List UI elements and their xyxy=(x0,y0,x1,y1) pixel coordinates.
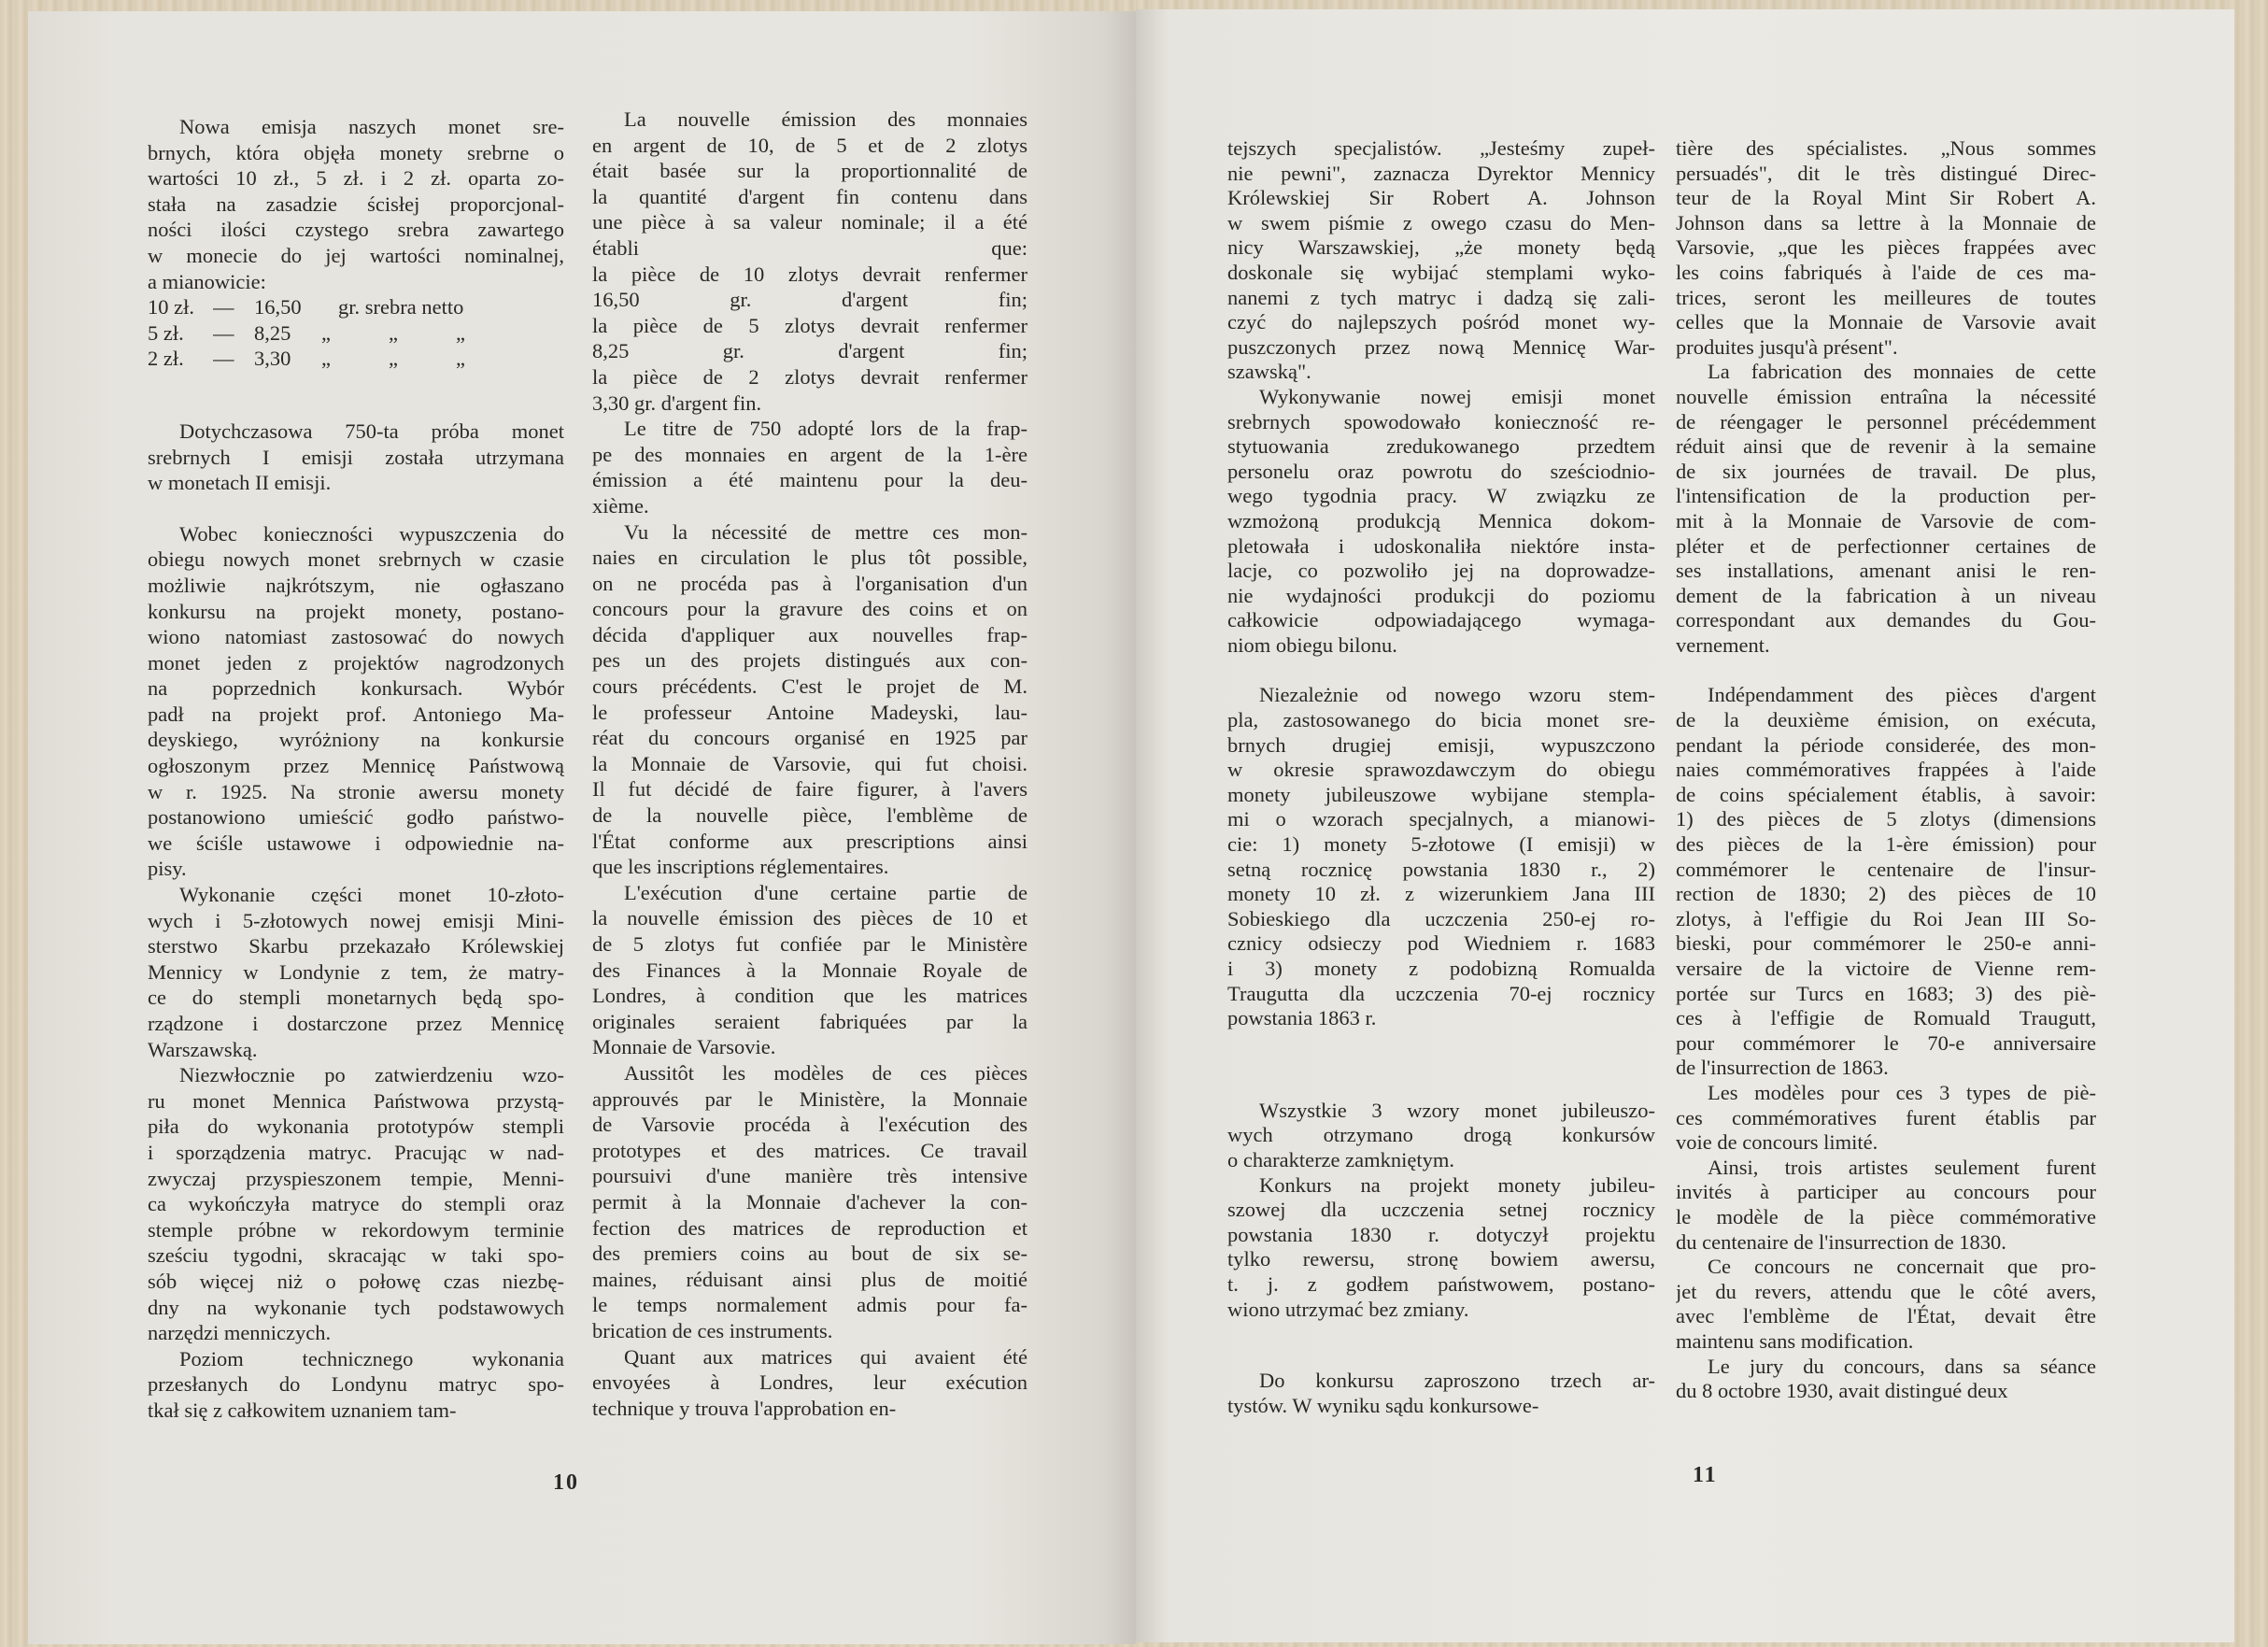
text-line: originales seraient fabriquées par la xyxy=(592,1009,1028,1033)
text-line: réat du concours organisé en 1925 par xyxy=(592,726,1028,750)
text-line: we ściśle ustawowe i odpowiednie na- xyxy=(148,831,564,855)
text-line: zlotys, à l'effigie du Roi Jean III So- xyxy=(1676,906,2096,930)
table-cell: „ xyxy=(321,320,331,345)
text-line: Sobieskiego dla uczczenia 250-ej ro- xyxy=(1227,906,1655,930)
paragraph xyxy=(1676,683,2096,1081)
text-line: Niezwłocznie po zatwierdzeniu wzo- xyxy=(179,1063,564,1087)
paragraph xyxy=(1676,1156,2096,1255)
text-line: Le titre de 750 adopté lors de la frap- xyxy=(624,417,1028,441)
paragraph xyxy=(1227,683,1655,1030)
text-line: tystów. W wyniku sądu konkursowe- xyxy=(1227,1393,1539,1417)
text-line: w monecie do jej wartości nominalnej, xyxy=(148,243,564,267)
text-line: produites jusqu'à présent". xyxy=(1676,334,1898,359)
text-line: l'intensification de la production per- xyxy=(1676,484,2096,508)
text-line: en argent de 10, de 5 et de 2 zlotys xyxy=(592,133,1028,157)
text-line: Les modèles pour ces 3 types de piè- xyxy=(1708,1080,2096,1104)
text-line: teur de la Royal Mint Sir Robert A. xyxy=(1676,186,2096,210)
paragraph xyxy=(148,882,564,1062)
text-line: Monnaie de Varsovie. xyxy=(592,1035,776,1059)
text-line: maines, réduisant ainsi plus de moitié xyxy=(592,1267,1028,1291)
text-line: brication de ces instruments. xyxy=(592,1318,833,1342)
text-line: de réengager le personnel précédemment xyxy=(1676,409,2096,433)
text-line: persuadés", dit le très distingué Direc- xyxy=(1676,161,2096,185)
text-line: doskonale się wybijać stemplami wyko- xyxy=(1227,260,1655,284)
table-row xyxy=(148,346,564,372)
table-row xyxy=(148,320,564,347)
text-line: ces à l'effigie de Romuald Traugutt, xyxy=(1676,1006,2096,1030)
text-line: Johnson dans sa lettre à la Monnaie de xyxy=(1676,210,2096,234)
text-line: wartości 10 zł., 5 zł. i 2 zł. oparta zo- xyxy=(148,166,564,191)
text-line: przesłanych do Londynu matryc spo- xyxy=(148,1372,564,1397)
text-line: des Finances à la Monnaie Royale de xyxy=(592,958,1028,982)
text-line: stemple próbne w rekordowym terminie xyxy=(148,1217,564,1242)
text-line: narzędzi menniczych. xyxy=(148,1321,332,1345)
text-line: wiono utrzymać bez zmiany. xyxy=(1227,1297,1469,1321)
text-line: le modèle de la pièce commémorative xyxy=(1676,1204,2096,1228)
text-line: sześciu tygodni, skracając w taki spo- xyxy=(148,1243,564,1268)
table-cell: 10 zł. xyxy=(148,295,194,319)
text-line: poursuivi d'une manière très intensive xyxy=(592,1164,1028,1188)
text-line: dny na wykonanie tych podstawowych xyxy=(148,1295,564,1319)
text-line: Warszawską. xyxy=(148,1037,258,1061)
text-line: L'exécution d'une certaine partie de xyxy=(624,880,1028,904)
text-line: cznicy odsieczy pod Wiedniem r. 1683 xyxy=(1227,931,1655,956)
text-line: i sporządzenia matryc. Pracując w nad- xyxy=(148,1140,564,1164)
text-line: du centenaire de l'insurrection de 1830. xyxy=(1676,1229,2006,1254)
text-line: lacje, co pozwoliło jej na doprowadze- xyxy=(1227,559,1655,583)
text-line: nicy Warszawskiej, „że monety będą xyxy=(1227,235,1655,260)
text-line: Mennicy w Londynie z tem, że matry- xyxy=(148,959,564,984)
table-cell: 2 zł. xyxy=(148,347,184,371)
text-line: la pièce de 5 zlotys devrait renfermer xyxy=(592,313,1028,337)
text-line: décida d'appliquer aux nouvelles frap- xyxy=(592,622,1028,646)
text-line: de la deuxième émision, on exécuta, xyxy=(1676,708,2096,732)
text-line: on ne procéda pas à l'organisation d'un xyxy=(592,571,1028,595)
right-page-french-column xyxy=(1676,136,2096,1404)
text-line: de la nouvelle pièce, l'emblème de xyxy=(592,803,1028,828)
text-line: de six journées de travail. De plus, xyxy=(1676,459,2096,483)
text-line: 1) des pièces de 5 zlotys (dimensions xyxy=(1676,807,2096,831)
text-line: o charakterze zamkniętym. xyxy=(1227,1147,1454,1171)
text-line: approuvés par le Ministère, la Monnaie xyxy=(592,1086,1028,1111)
text-line: Wobec konieczności wypuszczenia do xyxy=(179,521,564,546)
paragraph xyxy=(1676,1255,2096,1354)
text-line: nie pewni", zaznacza Dyrektor Mennicy xyxy=(1227,161,1655,185)
text-line: bieski, pour commémorer le 250-e anni- xyxy=(1676,931,2096,956)
text-line: pendant la période considerée, des mon- xyxy=(1676,732,2096,757)
paragraph xyxy=(1676,136,2096,360)
text-line: konkursu na projekt monety, postano- xyxy=(148,599,564,623)
text-line: la quantité d'argent fin contenu dans xyxy=(592,184,1028,208)
text-line: Niezależnie od nowego wzoru stem- xyxy=(1259,683,1655,707)
text-line: deyskiego, wyróżniony na konkursie xyxy=(148,728,564,752)
text-line: 3,30 gr. d'argent fin. xyxy=(592,390,762,415)
text-line: Varsovie, „que les pièces frappées avec xyxy=(1676,235,2096,260)
text-line: tkał się z całkowitem uznaniem tam- xyxy=(148,1398,457,1422)
text-line: sób więcej niż o połowę czas niezbę- xyxy=(148,1269,564,1293)
text-line: naies en circulation le plus tôt possible, xyxy=(592,546,1028,570)
text-line: setną rocznicę powstania 1830 r., 2) xyxy=(1227,857,1655,881)
text-line: Londres, à condition que les matrices xyxy=(592,984,1028,1008)
text-line: le temps normalement admis pour fa- xyxy=(592,1293,1028,1317)
paragraph xyxy=(148,419,564,496)
paragraph xyxy=(148,521,564,882)
text-line: tejszych specjalistów. „Jesteśmy zupeł- xyxy=(1227,136,1655,160)
silver-content-table xyxy=(148,294,564,372)
text-line: stytuowania zredukowanego przedtem xyxy=(1227,434,1655,459)
text-line: a mianowicie: xyxy=(148,269,266,293)
text-line: de Varsovie procéda à l'exécution des xyxy=(592,1113,1028,1137)
text-line: pe des monnaies en argent de la 1-ère xyxy=(592,442,1028,466)
text-line: Quant aux matrices qui avaient été xyxy=(624,1344,1028,1369)
text-line: ogłoszonym przez Mennicę Państwową xyxy=(148,754,564,778)
paragraph xyxy=(1227,1369,1655,1418)
text-line: le professeur Antoine Madeyski, lau- xyxy=(592,700,1028,724)
text-line: 16,50 gr. d'argent fin; xyxy=(592,288,1028,312)
text-line: envoyées à Londres, leur exécution xyxy=(592,1370,1028,1395)
text-line: Nowa emisja naszych monet sre- xyxy=(179,115,564,138)
text-line: pletowała i udoskonaliła niektóre insta- xyxy=(1227,533,1655,558)
text-line: w swem piśmie z owego czasu do Men- xyxy=(1227,210,1655,234)
table-cell: 16,50 xyxy=(254,295,302,319)
text-line: padł na projekt prof. Antoniego Ma- xyxy=(148,702,564,726)
text-line: établi que: xyxy=(592,235,1028,260)
text-line: du 8 octobre 1930, avait distingué deux xyxy=(1676,1379,2008,1403)
text-line: invités à participer au concours pour xyxy=(1676,1180,2096,1204)
text-line: w monetach II emisji. xyxy=(148,471,332,495)
text-line: des premiers coins au bout de six se- xyxy=(592,1242,1028,1266)
text-line: pla, zastosowanego do bicia monet sre- xyxy=(1227,708,1655,732)
text-line: wego tygodnia pracy. W związku ze xyxy=(1227,484,1655,508)
paragraph xyxy=(592,1060,1028,1344)
text-line: naies commémoratives frappées à l'aide xyxy=(1676,758,2096,782)
paragraph xyxy=(1676,1355,2096,1404)
text-line: jet du revers, attendu que le côté avers, xyxy=(1676,1279,2096,1303)
paragraph xyxy=(148,1346,564,1424)
text-line: La nouvelle émission des monnaies xyxy=(624,107,1028,131)
text-line: monet jeden z projektów nagrodzonych xyxy=(148,650,564,674)
text-line: des pièces de la 1-ère émission) pour xyxy=(1676,832,2096,857)
text-line: puszczonych przez nową Mennicę War- xyxy=(1227,334,1655,359)
text-line: celles que la Monnaie de Varsovie avait xyxy=(1676,310,2096,334)
right-page-polish-column xyxy=(1227,136,1655,1418)
text-line: vernement. xyxy=(1676,632,1770,657)
text-line: versaire de la victoire de Vienne rem- xyxy=(1676,957,2096,980)
text-line: srebrnych I emisji została utrzymana xyxy=(148,445,564,469)
text-line: całkowicie odpowiadającego wymaga- xyxy=(1227,608,1655,632)
text-line: Ce concours ne concernait que pro- xyxy=(1708,1255,2096,1279)
text-line: xième. xyxy=(592,493,649,518)
text-line: Wykonywanie nowej emisji monet xyxy=(1259,384,1655,408)
text-line: pisy. xyxy=(148,857,187,881)
text-line: ce do stempli monetarnych będą spo- xyxy=(148,986,564,1010)
text-line: wych otrzymano drogą konkursów xyxy=(1227,1123,1655,1147)
text-line: pléter et de perfectionner certaines de xyxy=(1676,533,2096,558)
text-line: l'État conforme aux prescriptions ainsi xyxy=(592,829,1028,853)
text-line: la Monnaie de Varsovie, qui fut choisi. xyxy=(592,751,1028,775)
text-line: w okresie sprawozdawczym do obiegu xyxy=(1227,758,1655,782)
text-line: wzmożoną produkcją Mennica dokom- xyxy=(1227,508,1655,532)
paragraph xyxy=(1227,1099,1655,1173)
text-line: nie wydajności produkcji do poziomu xyxy=(1227,583,1655,607)
text-line: Il fut décidé de faire figurer, à l'avers xyxy=(592,777,1028,802)
text-line: stała na zasadzie ścisłej proporcjonal- xyxy=(148,192,564,216)
table-cell: — xyxy=(213,320,234,345)
text-line: rządzone i dostarczone przez Mennicę xyxy=(148,1012,564,1035)
text-line: szowej dla uczczenia setnej rocznicy xyxy=(1227,1198,1655,1222)
paragraph xyxy=(1227,1173,1655,1323)
left-page-french-column xyxy=(592,106,1028,1421)
text-line: mi o wzorach specjalnych, a mianowi- xyxy=(1227,807,1655,831)
paragraph xyxy=(592,519,1028,880)
text-line: fection des matrices de reproduction et xyxy=(592,1215,1028,1240)
text-line: Poziom technicznego wykonania xyxy=(179,1346,564,1370)
text-line: powstania 1863 r. xyxy=(1227,1006,1377,1030)
text-line: voie de concours limité. xyxy=(1676,1130,1878,1155)
text-line: na poprzednich konkursach. Wybór xyxy=(148,676,564,701)
text-line: tylko rewersu, stronę bowiem awersu, xyxy=(1227,1247,1655,1271)
left-page-polish-column xyxy=(148,114,564,1424)
text-line: avec l'emblème de l'État, devait être xyxy=(1676,1304,2096,1328)
table-cell: 8,25 xyxy=(254,320,291,345)
paragraph xyxy=(1227,136,1655,385)
page-number-right: 11 xyxy=(1693,1463,1718,1487)
text-line: mit à la Monnaie de Varsovie de com- xyxy=(1676,508,2096,532)
text-line: powstania 1830 r. dotyczył projektu xyxy=(1227,1222,1655,1246)
text-line: czyć do najlepszych pośród monet wy- xyxy=(1227,310,1655,334)
text-line: Indépendamment des pièces d'argent xyxy=(1708,683,2096,707)
text-line: commémorer le centenaire de l'insur- xyxy=(1676,857,2096,881)
text-line: ności ilości czystego srebra zawartego xyxy=(148,218,564,242)
text-line: prototypes et des matrices. Ce travail xyxy=(592,1138,1028,1162)
table-cell: — xyxy=(213,347,234,371)
text-line: personelu oraz powrotu do sześciodnio- xyxy=(1227,459,1655,483)
text-line: Vu la nécessité de mettre ces mon- xyxy=(624,519,1028,544)
text-line: tière des spécialistes. „Nous sommes xyxy=(1676,136,2096,160)
text-line: technique y trouva l'approbation en- xyxy=(592,1396,897,1420)
text-line: permit à la Monnaie d'achever la con- xyxy=(592,1189,1028,1214)
text-line: ces commémoratives furent établis par xyxy=(1676,1105,2096,1129)
table-cell: gr. srebra netto xyxy=(338,295,464,319)
text-line: wiono natomiast zastosować do nowych xyxy=(148,625,564,649)
paragraph xyxy=(592,106,1028,416)
text-line: piła do wykonania prototypów stempli xyxy=(148,1115,564,1139)
text-line: Aussitôt les modèles de ces pièces xyxy=(624,1060,1028,1085)
table-cell: „ xyxy=(389,347,398,371)
table-cell: „ xyxy=(321,347,331,371)
text-line: obiegu nowych monet srebrnych w czasie xyxy=(148,547,564,572)
paragraph xyxy=(1676,360,2096,658)
text-line: de l'insurrection de 1863. xyxy=(1676,1056,1889,1080)
text-line: wych i 5-złotowych nowej emisji Mini- xyxy=(148,908,564,932)
text-line: dement de la fabrication à un niveau xyxy=(1676,583,2096,607)
text-line: brnych, która objęła monety srebrne o xyxy=(148,140,564,164)
text-line: les coins fabriqués à l'aide de ces ma- xyxy=(1676,260,2096,284)
text-line: une pièce à sa valeur nominale; il a été xyxy=(592,210,1028,234)
text-line: La fabrication des monnaies de cette xyxy=(1708,360,2096,384)
text-line: pour commémorer le 70-e anniversaire xyxy=(1676,1030,2096,1055)
paragraph xyxy=(148,114,564,294)
paragraph xyxy=(1227,385,1655,659)
text-line: était basée sur la proportionnalité de xyxy=(592,159,1028,183)
text-line: sterstwo Skarbu przekazało Królewskiej xyxy=(148,934,564,958)
text-line: ru monet Mennica Państwowa przystą- xyxy=(148,1088,564,1113)
paragraph xyxy=(148,1062,564,1346)
paragraph xyxy=(592,1344,1028,1422)
text-line: pes un des projets distingués aux con- xyxy=(592,648,1028,673)
table-cell: 3,30 xyxy=(254,347,291,371)
text-line: szawską". xyxy=(1227,360,1311,384)
text-line: trices, seront les meilleures de toutes xyxy=(1676,285,2096,309)
text-line: zwyczaj przyspieszonem tempie, Menni- xyxy=(148,1166,564,1190)
text-line: de 5 zlotys fut confiée par le Ministère xyxy=(592,932,1028,956)
paragraph xyxy=(1676,1081,2096,1156)
text-line: niom obiegu bilonu. xyxy=(1227,632,1397,657)
text-line: Dotychczasowa 750-ta próba monet xyxy=(179,419,564,443)
text-line: portée sur Turcs en 1683; 3) des piè- xyxy=(1676,981,2096,1005)
text-line: de coins spécialement établis, à savoir: xyxy=(1676,782,2096,806)
text-line: Wszystkie 3 wzory monet jubileuszo- xyxy=(1259,1098,1655,1122)
text-line: rection de 1830; 2) des pièces de 10 xyxy=(1676,882,2096,906)
text-line: postanowiono umieścić godło państwo- xyxy=(148,805,564,830)
text-line: srebrnych spowodowało konieczność re- xyxy=(1227,409,1655,433)
text-line: w r. 1925. Na stronie awersu monety xyxy=(148,779,564,803)
text-line: ca wykończyła matryce do stempli oraz xyxy=(148,1192,564,1216)
text-line: Ainsi, trois artistes seulement furent xyxy=(1708,1155,2096,1179)
text-line: Traugutta dla uczczenia 70-ej rocznicy xyxy=(1227,981,1655,1005)
text-line: monety 10 zł. z wizerunkiem Jana III xyxy=(1227,882,1655,906)
text-line: la pièce de 2 zlotys devrait renfermer xyxy=(592,364,1028,389)
text-line: Konkurs na projekt monety jubileu- xyxy=(1259,1172,1655,1197)
text-line: réduit ainsi que de revenir à la semaine xyxy=(1676,434,2096,459)
table-cell: 5 zł. xyxy=(148,320,184,345)
text-line: t. j. z godłem państwowem, postano- xyxy=(1227,1271,1655,1296)
text-line: brnych drugiej emisji, wypuszczono xyxy=(1227,732,1655,757)
table-cell: — xyxy=(213,295,234,319)
text-line: Królewskiej Sir Robert A. Johnson xyxy=(1227,186,1655,210)
table-row xyxy=(148,294,564,320)
text-line: cie: 1) monety 5-złotowe (I emisji) w xyxy=(1227,832,1655,857)
text-line: correspondant aux demandes du Gou- xyxy=(1676,608,2096,632)
text-line: nouvelle émission entraîna la nécessité xyxy=(1676,384,2096,408)
text-line: Wykonanie części monet 10-złoto- xyxy=(179,883,564,907)
text-line: maintenu sans modification. xyxy=(1676,1328,1914,1353)
table-cell: „ xyxy=(456,347,465,371)
text-line: concours pour la gravure des coins et on xyxy=(592,597,1028,621)
text-line: la nouvelle émission des pièces de 10 et xyxy=(592,906,1028,930)
text-line: cours précédents. C'est le projet de M. xyxy=(592,674,1028,699)
text-line: émission a été maintenu pour la deu- xyxy=(592,468,1028,492)
text-line: la pièce de 10 zlotys devrait renfermer xyxy=(592,262,1028,286)
text-line: nanemi z tych matryc i dadzą się zali- xyxy=(1227,285,1655,309)
table-cell: „ xyxy=(456,320,465,345)
text-line: ses installations, amenant anisi le ren- xyxy=(1676,559,2096,583)
paragraph xyxy=(592,416,1028,518)
paragraph xyxy=(592,880,1028,1060)
text-line: monety jubileuszowe wybijane stempla- xyxy=(1227,782,1655,806)
text-line: i 3) monety z podobizną Romualda xyxy=(1227,957,1655,980)
text-line: Do konkursu zaproszono trzech ar- xyxy=(1259,1369,1655,1393)
text-line: que les inscriptions réglementaires. xyxy=(592,855,889,879)
text-line: 8,25 gr. d'argent fin; xyxy=(592,339,1028,363)
text-line: możliwie najkrótszym, nie ogłaszano xyxy=(148,573,564,597)
text-line: Le jury du concours, dans sa séance xyxy=(1708,1354,2096,1378)
table-cell: „ xyxy=(389,320,398,345)
page-number-left: 10 xyxy=(553,1470,579,1495)
